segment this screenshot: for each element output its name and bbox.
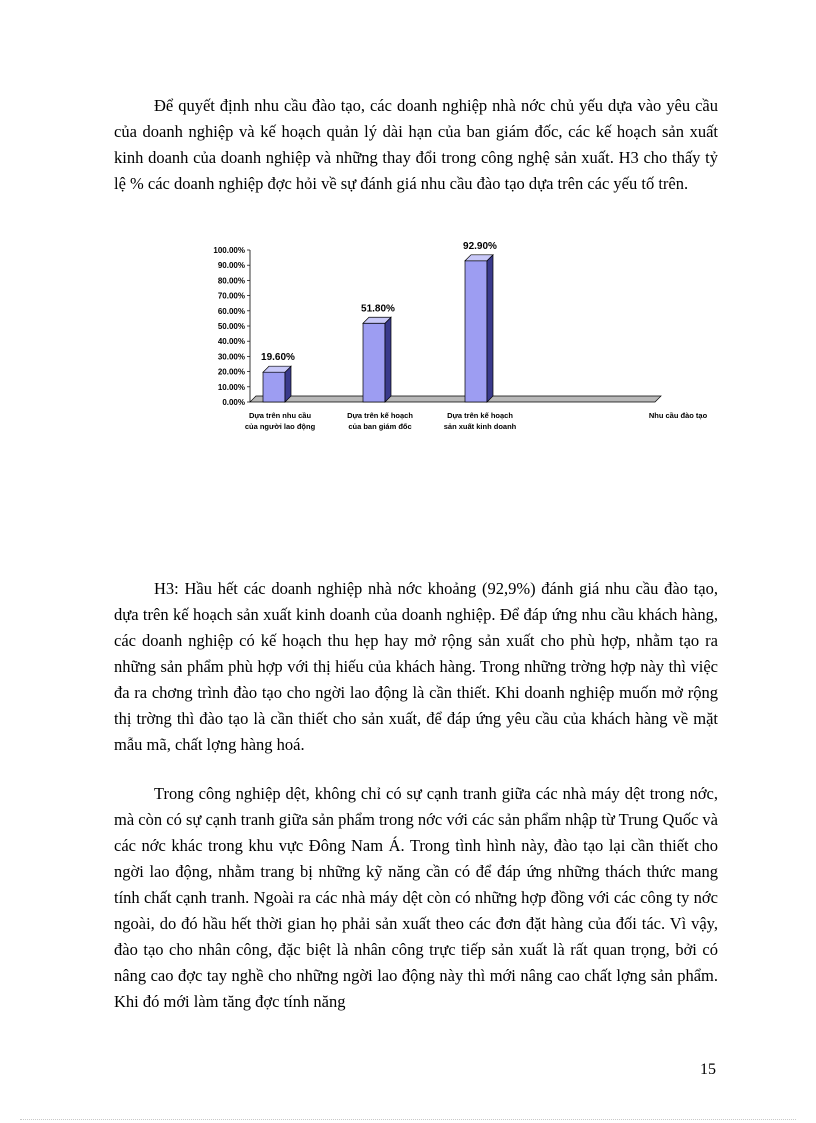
category-label: của người lao động [244,422,316,431]
y-tick-label: 30.00% [217,352,245,362]
bar-front [263,372,285,402]
category-label: của ban giám đốc [348,422,412,431]
y-tick-label: 50.00% [217,322,245,331]
y-tick-label: 0.00% [222,398,245,407]
bar-data-label: 92.90% [463,240,497,252]
analysis-paragraph: H3: Hầu hết các doanh nghiệp nhà nớc khoảng (92,9%) đánh giá nhu cầu đào tạo, dựa trên kế hoạch sản xuất kinh doanh của doanh nghiệp. Để đáp ứng nhu cầu khách hàng, các doanh nghiệp có kế hoạch thu hẹp hay mở rộng sản xuất cho phù hợp, nhằm tạo ra những sản phẩm phù hợp với thị hiếu của khách hàng. Trong những trờng hợp này thì việc đa ra chơng trình đào tạo cho ngời lao động là cần thiết. Khi doanh nghiệp muốn mở rộng thị trờng thì đào tạo là cần thiết cho sản xuất, để đáp ứng yêu cầu của khách hàng về mặt mẫu mã, chất lợng hàng hoá. [114,579,718,754]
category-label: sản xuất kinh doanh [443,422,517,431]
bar-side [487,255,493,402]
bar-front [465,261,487,402]
intro-paragraph: Để quyết định nhu cầu đào tạo, các doanh nghiệp nhà nớc chủ yếu dựa vào yêu cầu của doanh nghiệp và kế hoạch quản lý dài hạn của ban giám đốc, các kế hoạch sản xuất kinh doanh của doanh nghiệp và những thay đổi trong công nghệ sản xuất. H3 cho thấy tỷ lệ % các doanh nghiệp đợc hỏi về sự đánh giá nhu cầu đào tạo dựa trên các yếu tố trên. [114,96,718,193]
y-tick-label: 20.00% [217,367,245,377]
category-label: Dựa trên kế hoạch [447,411,513,420]
y-tick-label: 100.00% [213,246,245,255]
y-tick-label: 80.00% [217,276,245,286]
y-tick-label: 90.00% [217,261,245,271]
y-tick-label: 10.00% [217,382,245,392]
chart-floor [250,396,661,402]
bar-data-label: 19.60% [261,352,295,364]
y-tick-label: 70.00% [217,291,245,301]
category-label: Dựa trên kế hoạch [347,411,413,420]
textile-competition-paragraph: Trong công nghiệp dệt, không chỉ có sự cạnh tranh giữa các nhà máy dệt trong nớc, mà còn có sự cạnh tranh giữa sản phẩm trong nớc với các sản phẩm nhập từ Trung Quốc và các nớc khác trong khu vực Đông Nam Á. Trong tình hình này, đào tạo lại cần thiết cho ngời lao động, nhằm trang bị những kỹ năng cần có để đáp ứng những thách thức mang tính chất cạnh tranh. Ngoài ra các nhà máy dệt còn có những hợp đồng với các công ty nớc ngoài, do đó hầu hết thời gian họ phải sản xuất theo các đơn đặt hàng của đối tác. Vì vậy, đào tạo cho nhân công, đặc biệt là nhân công trực tiếp sản xuất là rất quan trọng, bởi có nâng cao đợc tay nghề cho những ngời lao động này thì mới nâng cao chất lợng sản phẩm. Khi đó mới làm tăng đợc tính năng [114,784,718,1011]
footer-divider [20,1119,796,1120]
bar-data-label: 51.80% [361,303,395,315]
y-tick-label: 60.00% [217,306,245,316]
category-label: Dựa trên nhu cầu [248,411,312,420]
training-needs-bar-chart [200,232,720,447]
y-tick-label: 40.00% [217,337,245,347]
bar-side [385,317,391,402]
legend-label: Nhu cầu đào tạo [648,411,708,420]
page-number: 15 [700,1061,716,1078]
bar-front [363,323,385,402]
